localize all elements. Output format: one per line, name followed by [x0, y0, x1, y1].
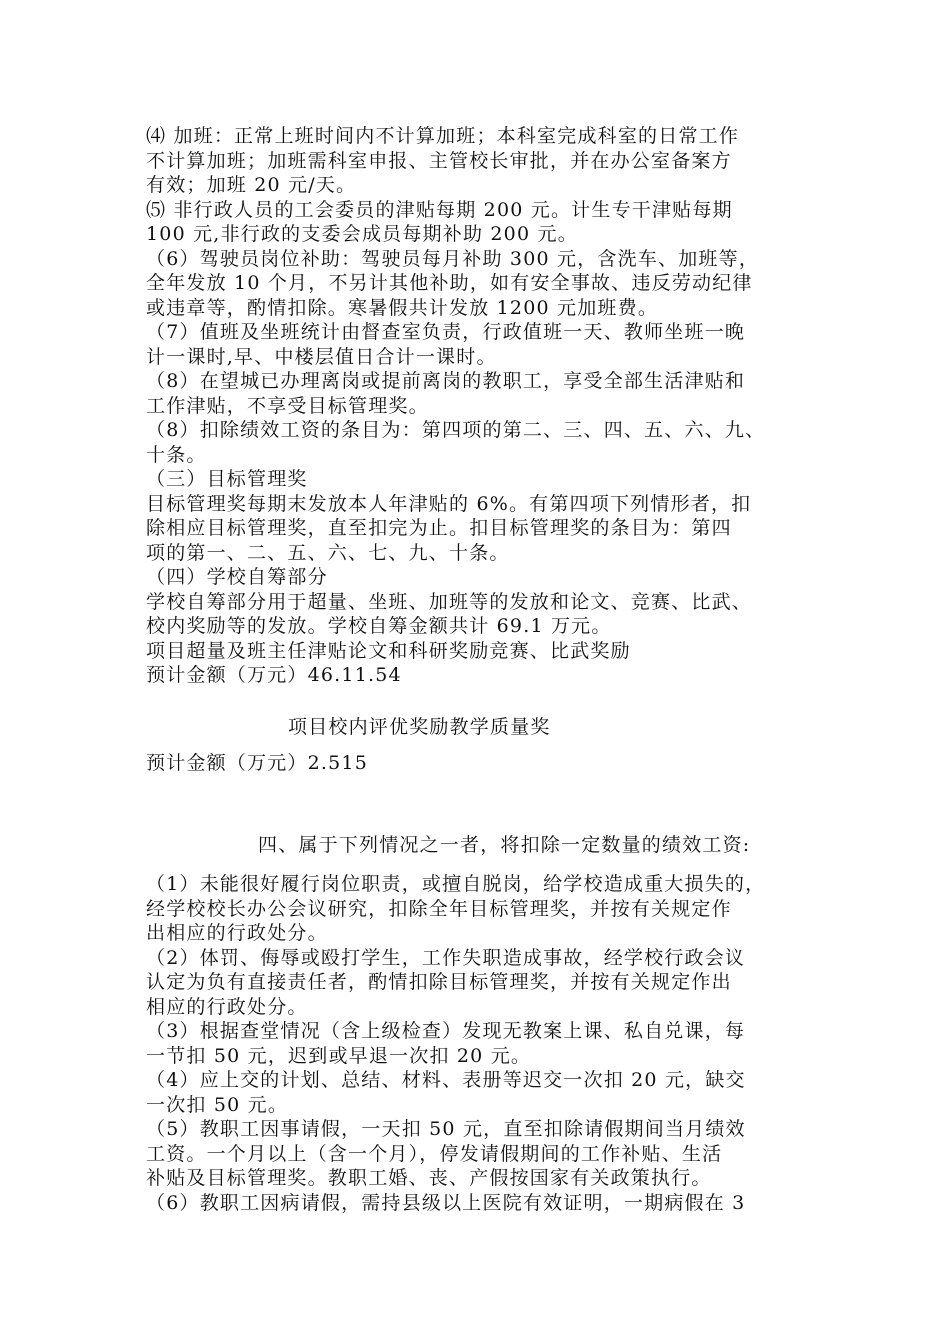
table-row-2-amount: 预计金额（万元）2.515: [146, 752, 368, 774]
section-four-line: 认定为负有直接责任者，酌情扣除目标管理奖，并按有关规定作出: [146, 971, 732, 993]
section-a-line: 学校自筹部分用于超量、坐班、加班等的发放和论文、竞赛、比武、: [146, 590, 753, 613]
section-a-line: 预计金额（万元）46.11.54: [146, 664, 402, 686]
section-a-line: （四）学校自筹部分: [146, 566, 328, 588]
section-a-line: （8）在望城已办理离岗或提前离岗的教职工，享受全部生活津贴和: [146, 370, 746, 392]
section-four-line: 补贴及目标管理奖。教职工婚、丧、产假按国家有关政策执行。: [146, 1167, 712, 1189]
section-a-line: 项目超量及班主任津贴论文和科研奖励竞赛、比武奖励: [146, 639, 631, 662]
section-a-line: ⑸ 非行政人员的工会委员的津贴每期 200 元。计生专干津贴每期: [146, 198, 733, 221]
section-a-line: 目标管理奖每期末发放本人年津贴的 6%。有第四项下列情形者，扣: [146, 492, 752, 515]
section-four-line: 一节扣 50 元，迟到或早退一次扣 20 元。: [146, 1044, 532, 1067]
section-four-line: 一次扣 50 元。: [146, 1093, 289, 1116]
table-row-2-title: 项目校内评优奖励教学质量奖: [288, 716, 551, 738]
section-four-line: 工资。一个月以上（含一个月），停发请假期间的工作补贴、生活: [146, 1142, 723, 1165]
section-a-line: 十条。: [146, 443, 207, 466]
section-four-line: 经学校校长办公会议研究，扣除全年目标管理奖，并按有关规定作: [146, 897, 732, 920]
section-four-line: （1）未能很好履行岗位职责，或擅自脱岗，给学校造成重大损失的，: [146, 873, 766, 895]
section-four-line: （3）根据查堂情况（含上级检查）发现无教案上课、私自兑课，每: [146, 1020, 746, 1042]
section-four-line: （4）应上交的计划、总结、材料、表册等迟交一次扣 20 元，缺交: [146, 1069, 746, 1091]
section-a-text: [146, 124, 836, 688]
section-four-line: （2）体罚、侮辱或殴打学生，工作失职造成事故，经学校行政会议: [146, 946, 746, 969]
section-four-line: 出相应的行政处分。: [146, 922, 328, 944]
section-a-line: （8）扣除绩效工资的条目为：第四项的第二、三、四、五、六、九、: [146, 419, 766, 441]
section-a-line: ⑷ 加班：正常上班时间内不计算加班；本科室完成科室的日常工作: [146, 125, 740, 147]
section-a-line: （7）值班及坐班统计由督查室负责，行政值班一天、教师坐班一晚: [146, 321, 746, 343]
section-a-line: 或违章等，酌情扣除。寒暑假共计发放 1200 元加班费。: [146, 296, 659, 319]
section-four-line: （5）教职工因事请假，一天扣 50 元，直至扣除请假期间当月绩效: [146, 1118, 746, 1140]
section-a-line: 项的第一、二、五、六、七、九、十条。: [146, 541, 510, 564]
section-a-line: 计一课时,早、中楼层值日合计一课时。: [146, 345, 497, 368]
section-a-line: 有效；加班 20 元/天。: [146, 174, 357, 196]
section-a-line: （三）目标管理奖: [146, 468, 308, 490]
section-a-line: 工作津贴，不享受目标管理奖。: [146, 394, 429, 417]
section-a-line: （6）驾驶员岗位补助：驾驶员每月补助 300 元，含洗车、加班等，: [146, 247, 760, 270]
section-a-line: 不计算加班；加班需科室申报、主管校长审批，并在办公室备案方: [146, 149, 732, 172]
section-four-line: （6）教职工因病请假，需持县级以上医院有效证明，一期病假在 3: [146, 1191, 746, 1214]
section-a-line: 校内奖励等的发放。学校自筹金额共计 69.1 万元。: [146, 615, 612, 637]
section-four-text: [146, 872, 836, 1215]
section-four-line: 相应的行政处分。: [146, 995, 308, 1018]
section-a-line: 全年发放 10 个月，不另计其他补助，如有安全事故、违反劳动纪律: [146, 272, 753, 294]
section-four-heading: 四、属于下列情况之一者，将扣除一定数量的绩效工资:: [258, 834, 751, 856]
section-a-line: 除相应目标管理奖，直至扣完为止。扣目标管理奖的条目为：第四: [146, 517, 732, 539]
section-a-line: 100 元,非行政的支委会成员每期补助 200 元。: [146, 223, 578, 245]
